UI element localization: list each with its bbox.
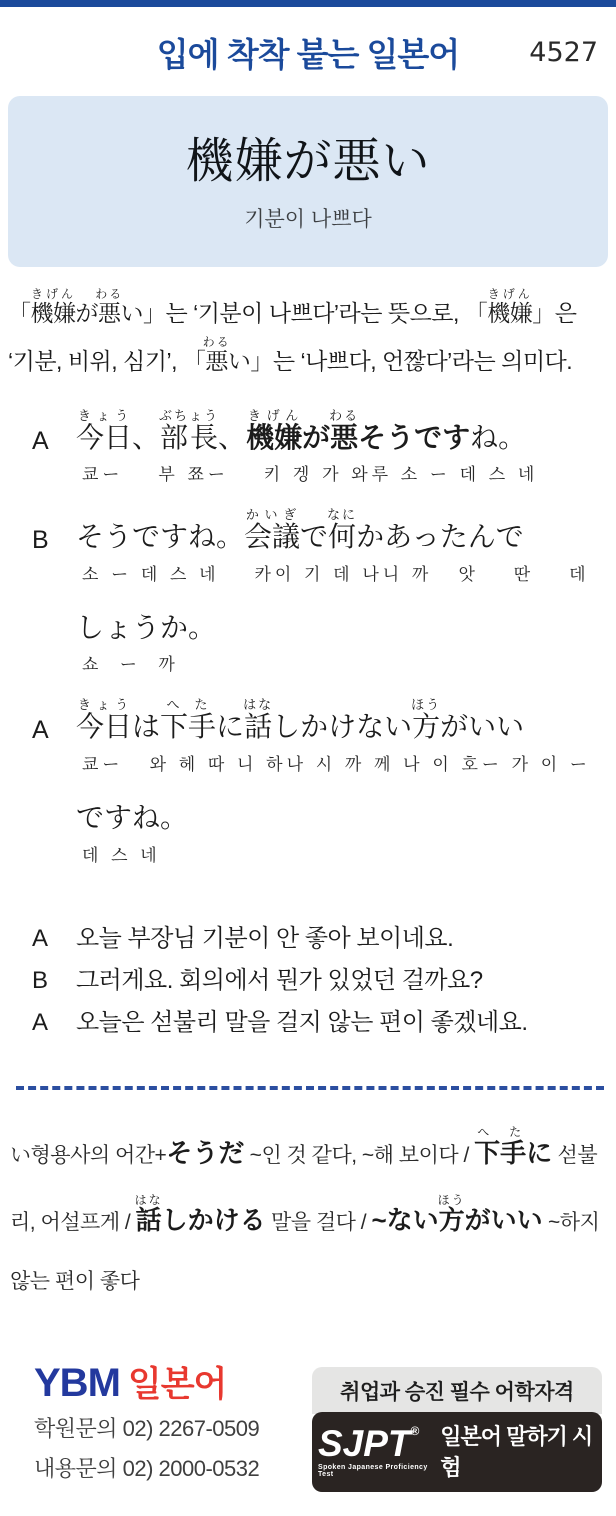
pronunciation-line: 쿄ー 와 헤 따 니 하나 시 까 께 나 이 호ー 가 이 ー bbox=[82, 754, 591, 774]
phrase-japanese: 機嫌が悪い bbox=[185, 133, 431, 189]
dialogue-row bbox=[0, 507, 616, 585]
translation-row bbox=[32, 918, 616, 960]
dialogue-row bbox=[0, 611, 616, 676]
sjpt-badge-body bbox=[312, 1412, 602, 1492]
pronunciation-line: 쇼 ー 까 bbox=[82, 655, 179, 675]
translation-text: 오늘 부장님 기분이 안 좋아 보이네요. bbox=[76, 924, 454, 952]
japanese-line: しょうか。 bbox=[76, 611, 217, 643]
page-title: 입에 착착 붙는 일본어 bbox=[156, 36, 460, 73]
brand-logo bbox=[34, 1361, 259, 1406]
japanese-line: 今日きょう、部長ぶちょう、機嫌きげんが悪わるそうですね。 bbox=[76, 407, 527, 453]
translation-section bbox=[32, 918, 616, 1044]
pronunciation-line: 소 ー 데 스 네 카이 기 데 나니 까 앗 딴 데 bbox=[82, 564, 590, 584]
vocab-notes: い형용사의 어간+そうだ ~인 것 같다, ~해 보이다 / 下手へ たに 섣불리, 어설프게 / 話はなしかける 말을 걸다 / ~ない方ほうがいい ~하지 않는 편이 좋다 bbox=[10, 1124, 600, 1293]
japanese-line: そうですね。会議かいぎで何なにかあったんで bbox=[76, 507, 524, 553]
dialogue-row bbox=[0, 697, 616, 775]
top-accent-bar bbox=[0, 0, 616, 7]
dashed-divider bbox=[16, 1086, 604, 1090]
translation-text: 오늘은 섣불리 말을 걸지 않는 편이 좋겠네요. bbox=[76, 1008, 528, 1036]
translation-row bbox=[32, 960, 616, 1002]
phone-content: 내용문의 02) 2000-0532 bbox=[34, 1456, 260, 1482]
speaker-label bbox=[32, 611, 76, 630]
phone-academy: 학원문의 02) 2267-0509 bbox=[34, 1416, 260, 1442]
sjpt-badge-label: 일본어 말하기 시험 bbox=[440, 1424, 593, 1481]
footer-contact bbox=[34, 1363, 259, 1483]
pronunciation-line: 데 스 네 bbox=[82, 845, 161, 865]
explanation-paragraph: 「機嫌きげんが悪わるい」는 ‘기분이 나쁘다’라는 뜻으로, 「機嫌きげん」은 ‘기분, 비위, 심기’, 「悪わるい」는 ‘나쁘다, 언짢다’라는 의미다. bbox=[8, 287, 577, 375]
footer bbox=[34, 1363, 602, 1516]
sjpt-logo-subtext: Spoken Japanese Proficiency Test bbox=[318, 1463, 428, 1478]
sjpt-badge-tagline: 취업과 승진 필수 어학자격 bbox=[312, 1367, 602, 1414]
speaker-label: A bbox=[32, 924, 48, 952]
dialogue-row bbox=[0, 408, 616, 486]
brand-japanese-label: 일본어 bbox=[127, 1365, 227, 1405]
sjpt-logo: SJPT® Spoken Japanese Proficiency Test bbox=[318, 1425, 433, 1478]
translation-row bbox=[32, 1002, 616, 1044]
sjpt-badge bbox=[312, 1367, 602, 1492]
phrase-card bbox=[8, 96, 608, 267]
phrase-korean-meaning: 기분이 나쁘다 bbox=[244, 208, 372, 231]
speaker-label: B bbox=[32, 966, 48, 994]
dialogue-row bbox=[0, 801, 616, 866]
speaker-label: B bbox=[32, 526, 49, 555]
speaker-label: A bbox=[32, 716, 49, 745]
dialogue-section bbox=[0, 408, 616, 866]
ybm-logo: YBM bbox=[34, 1361, 120, 1406]
pronunciation-line: 쿄ー 부 쬬ー 키 겡 가 와루 소 ー 데 스 네 bbox=[82, 465, 539, 485]
japanese-line: 今日きょうは下手へたに話はなしかけない方ほうがいい bbox=[76, 697, 525, 743]
card-number: 4527 bbox=[529, 37, 598, 68]
speaker-label bbox=[32, 801, 76, 820]
registered-mark: ® bbox=[410, 1423, 420, 1438]
japanese-line: ですね。 bbox=[76, 801, 189, 833]
speaker-label: A bbox=[32, 426, 49, 455]
header bbox=[0, 7, 616, 84]
speaker-label: A bbox=[32, 1008, 48, 1036]
translation-text: 그러게요. 회의에서 뭔가 있었던 걸까요? bbox=[76, 966, 483, 994]
